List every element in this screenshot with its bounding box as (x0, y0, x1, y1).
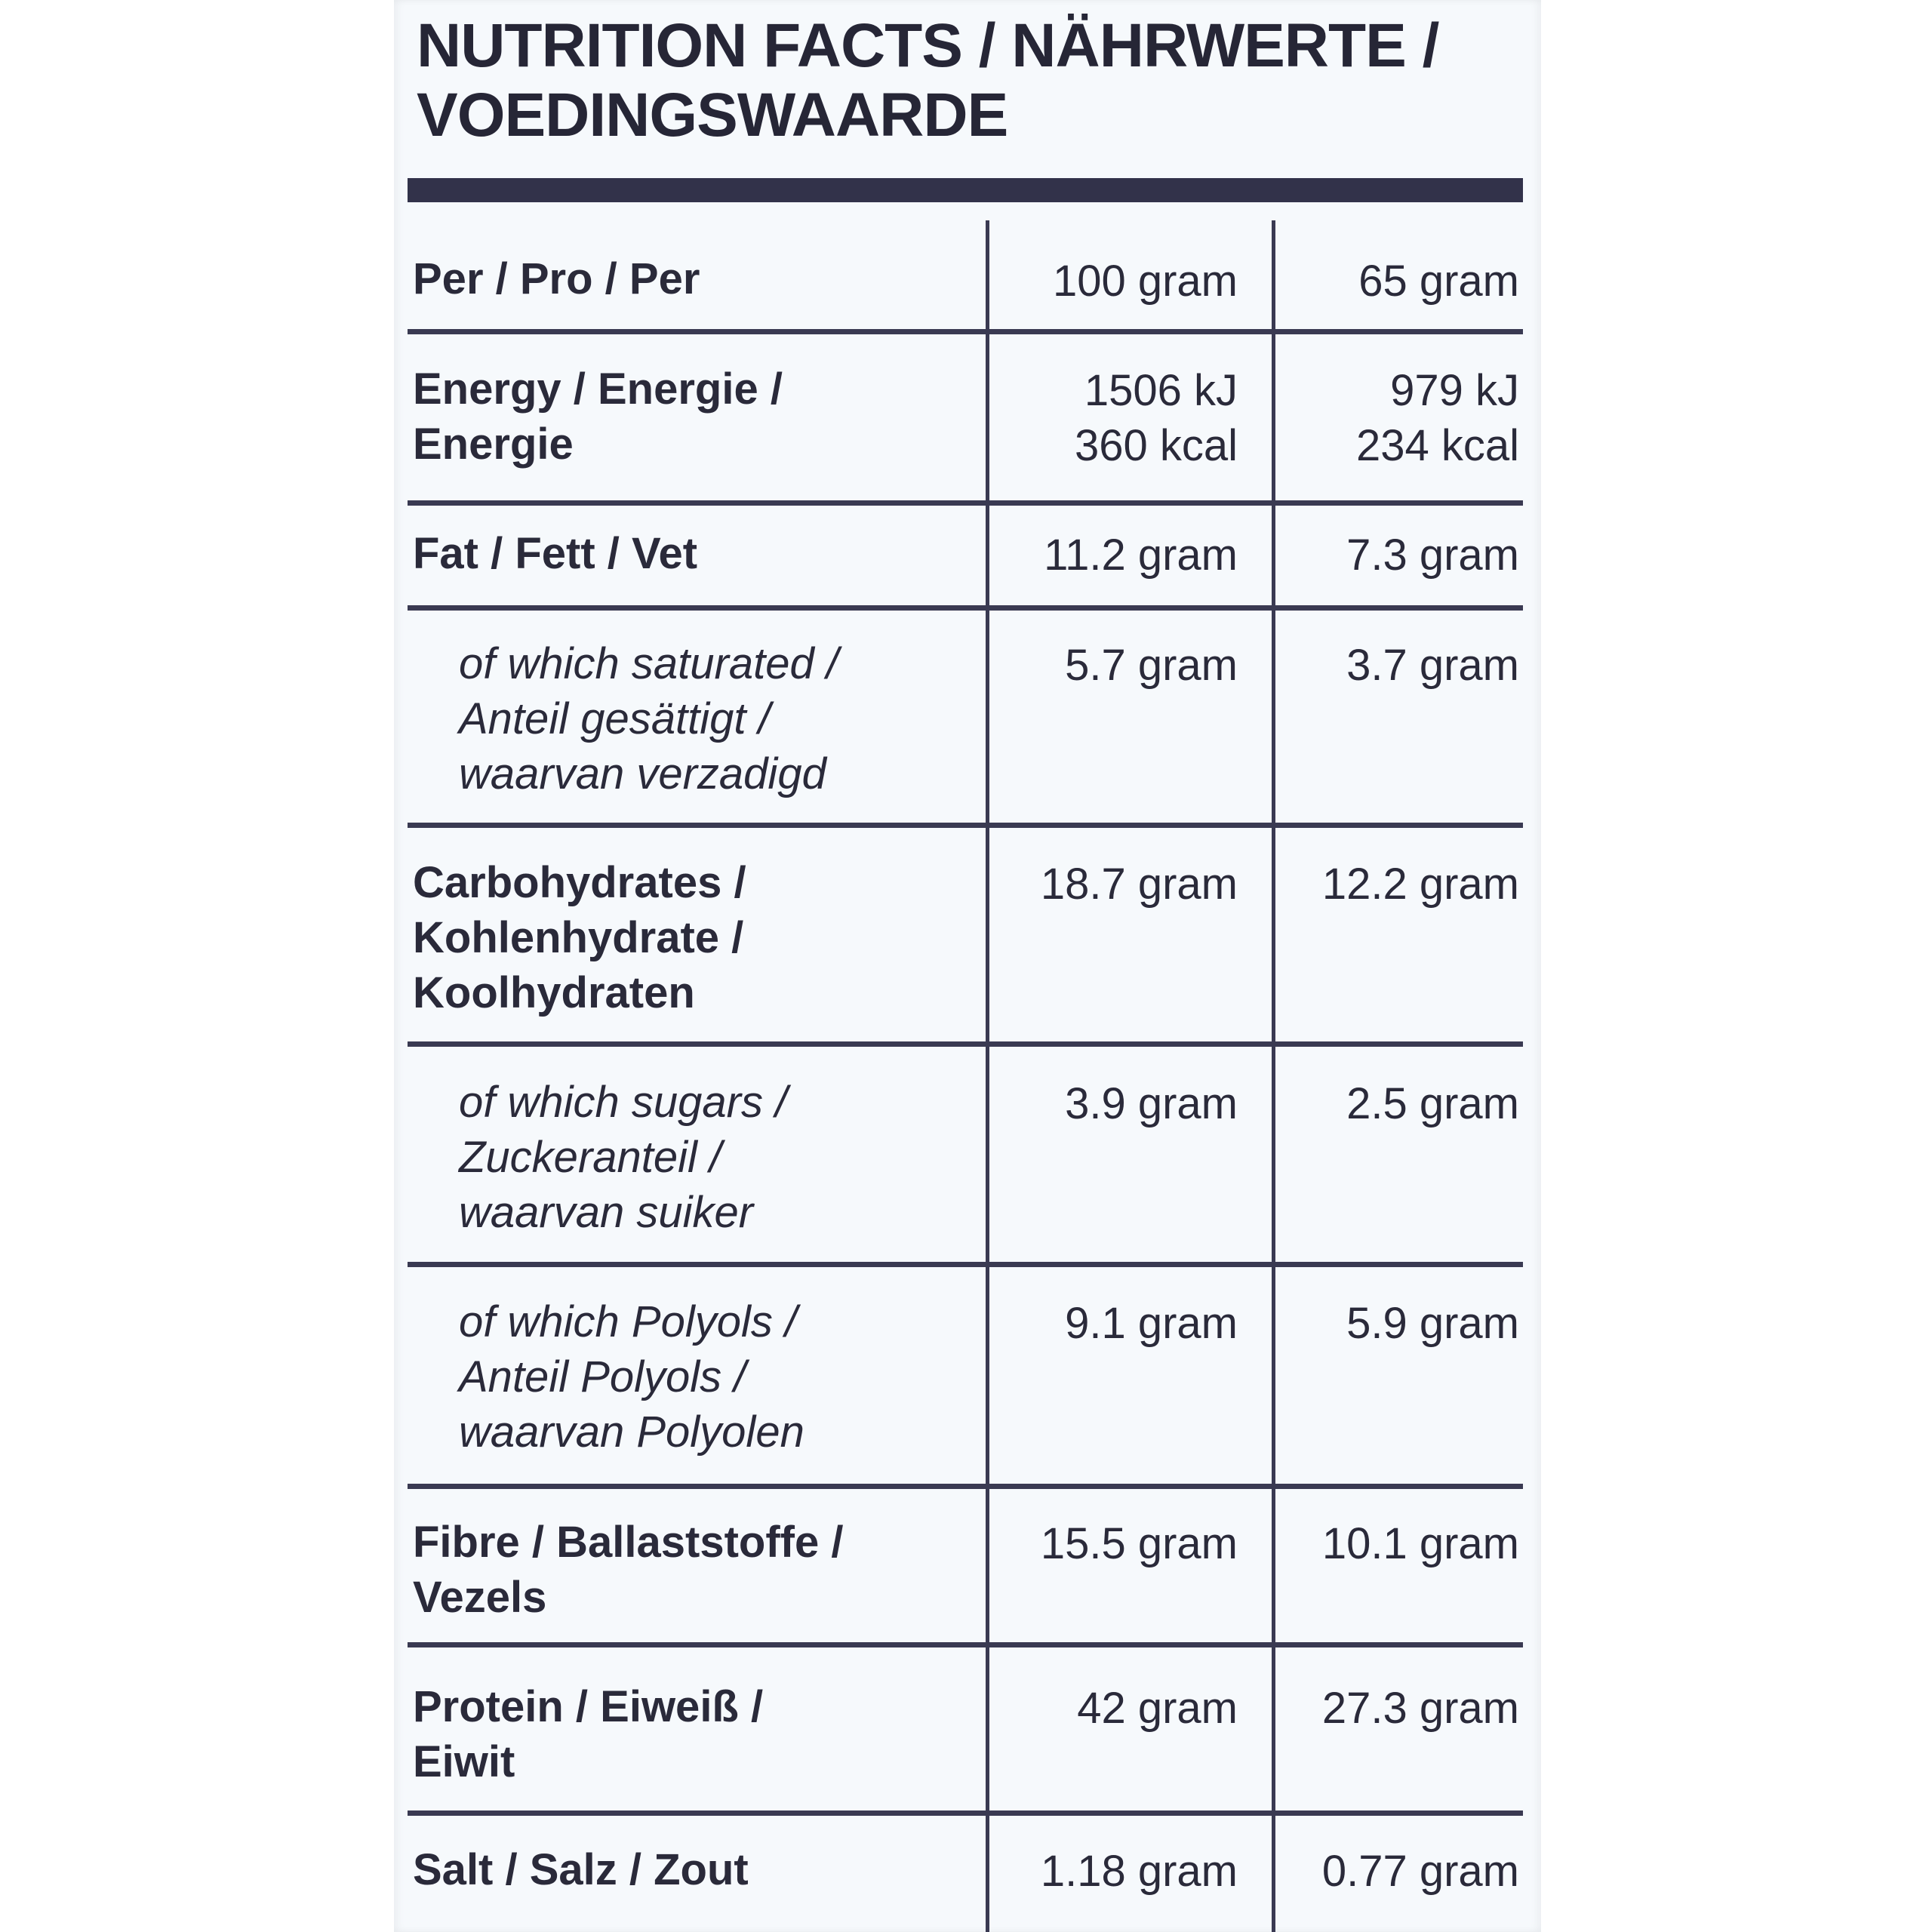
value-line: 11.2 gram (1044, 531, 1238, 580)
row-protein-value-100g (996, 1681, 1238, 1736)
row-energy-label (413, 361, 971, 472)
row-divider (408, 1262, 1523, 1267)
value-line: 3.7 gram (1346, 641, 1519, 690)
row-sugars-label-line: of which sugars / (459, 1078, 788, 1127)
row-divider (408, 1642, 1523, 1647)
row-sugars-value-65g (1283, 1076, 1519, 1131)
row-divider (408, 1810, 1523, 1816)
row-salt-value-100g (996, 1844, 1238, 1899)
row-fat-value-65g (1283, 528, 1519, 583)
row-protein-value-65g (1283, 1681, 1519, 1736)
value-line: 12.2 gram (1321, 860, 1519, 909)
row-divider (408, 605, 1523, 611)
header-col-65g-text: 65 gram (1358, 257, 1519, 306)
value-line: 5.9 gram (1346, 1299, 1519, 1348)
value-line: 0.77 gram (1321, 1847, 1519, 1896)
row-divider (408, 1484, 1523, 1489)
row-divider (408, 500, 1523, 506)
row-carbohydrates-label-line: Koolhydraten (413, 968, 695, 1017)
row-salt-label-line: Salt / Salz / Zout (413, 1845, 749, 1894)
value-line: 10.1 gram (1321, 1519, 1519, 1568)
value-line: 27.3 gram (1321, 1684, 1519, 1733)
row-fat-label-line: Fat / Fett / Vet (413, 529, 698, 578)
value-line: 2.5 gram (1346, 1079, 1519, 1128)
value-line: 42 gram (1077, 1684, 1238, 1733)
row-fibre-label-line: Vezels (413, 1573, 547, 1622)
row-protein-label-line: Eiwit (413, 1737, 515, 1786)
row-carbohydrates-value-100g (996, 857, 1238, 912)
header-col-100g-text: 100 gram (1052, 257, 1238, 306)
value-line: 5.7 gram (1065, 641, 1238, 690)
row-sugars-label-line: waarvan suiker (459, 1188, 754, 1237)
value-line: 234 kcal (1355, 421, 1519, 470)
column-divider-2 (1272, 220, 1275, 1932)
row-polyols-value-100g (996, 1296, 1238, 1351)
row-carbohydrates-label (413, 855, 971, 1020)
row-saturated-label-line: Anteil gesättigt / (459, 694, 771, 743)
row-energy-label-line: Energie (413, 420, 574, 469)
row-fat-label (413, 526, 971, 581)
row-sugars-label-line: Zuckeranteil / (459, 1133, 722, 1182)
row-energy-label-line: Energy / Energie / (413, 365, 783, 414)
row-saturated-value-100g (996, 638, 1238, 693)
title-line-2: VOEDINGSWAARDE (417, 81, 1008, 149)
row-saturated-label (459, 636, 1017, 801)
value-line: 7.3 gram (1346, 531, 1519, 580)
row-fibre-value-100g (996, 1516, 1238, 1571)
value-line: 360 kcal (1074, 421, 1238, 470)
header-col-65g (1283, 254, 1519, 309)
row-divider (408, 329, 1523, 334)
row-fat-value-100g (996, 528, 1238, 583)
row-carbohydrates-label-line: Carbohydrates / (413, 858, 746, 907)
row-energy-value-65g (1283, 363, 1519, 473)
row-polyols-value-65g (1283, 1296, 1519, 1351)
row-salt-value-65g (1283, 1844, 1519, 1899)
header-label (413, 251, 971, 306)
row-salt-label (413, 1842, 971, 1897)
row-polyols-label-line: of which Polyols / (459, 1297, 798, 1346)
value-line: 9.1 gram (1065, 1299, 1238, 1348)
row-sugars-label (459, 1075, 1017, 1240)
header-label-text: Per / Pro / Per (413, 254, 700, 303)
value-line: 1.18 gram (1040, 1847, 1238, 1896)
value-line: 1506 kJ (1084, 366, 1238, 415)
title-rule (408, 178, 1523, 202)
row-fibre-label-line: Fibre / Ballaststoffe / (413, 1518, 844, 1567)
row-fibre-label (413, 1515, 971, 1625)
value-line: 3.9 gram (1065, 1079, 1238, 1128)
value-line: 18.7 gram (1040, 860, 1238, 909)
row-sugars-value-100g (996, 1076, 1238, 1131)
row-carbohydrates-label-line: Kohlenhydrate / (413, 913, 744, 962)
row-saturated-label-line: of which saturated / (459, 639, 838, 688)
row-saturated-value-65g (1283, 638, 1519, 693)
row-divider (408, 823, 1523, 828)
row-energy-value-100g (996, 363, 1238, 473)
row-protein-label (413, 1679, 971, 1789)
row-saturated-label-line: waarvan verzadigd (459, 749, 826, 798)
row-polyols-label-line: Anteil Polyols / (459, 1352, 746, 1401)
row-fibre-value-65g (1283, 1516, 1519, 1571)
value-line: 15.5 gram (1040, 1519, 1238, 1568)
row-polyols-label (459, 1294, 1017, 1460)
row-carbohydrates-value-65g (1283, 857, 1519, 912)
nutrition-title (417, 11, 1534, 150)
title-line-1: NUTRITION FACTS / NÄHRWERTE / (417, 11, 1439, 80)
value-line: 979 kJ (1390, 366, 1519, 415)
row-divider (408, 1041, 1523, 1047)
header-col-100g (996, 254, 1238, 309)
row-polyols-label-line: waarvan Polyolen (459, 1407, 804, 1457)
row-protein-label-line: Protein / Eiweiß / (413, 1682, 764, 1731)
